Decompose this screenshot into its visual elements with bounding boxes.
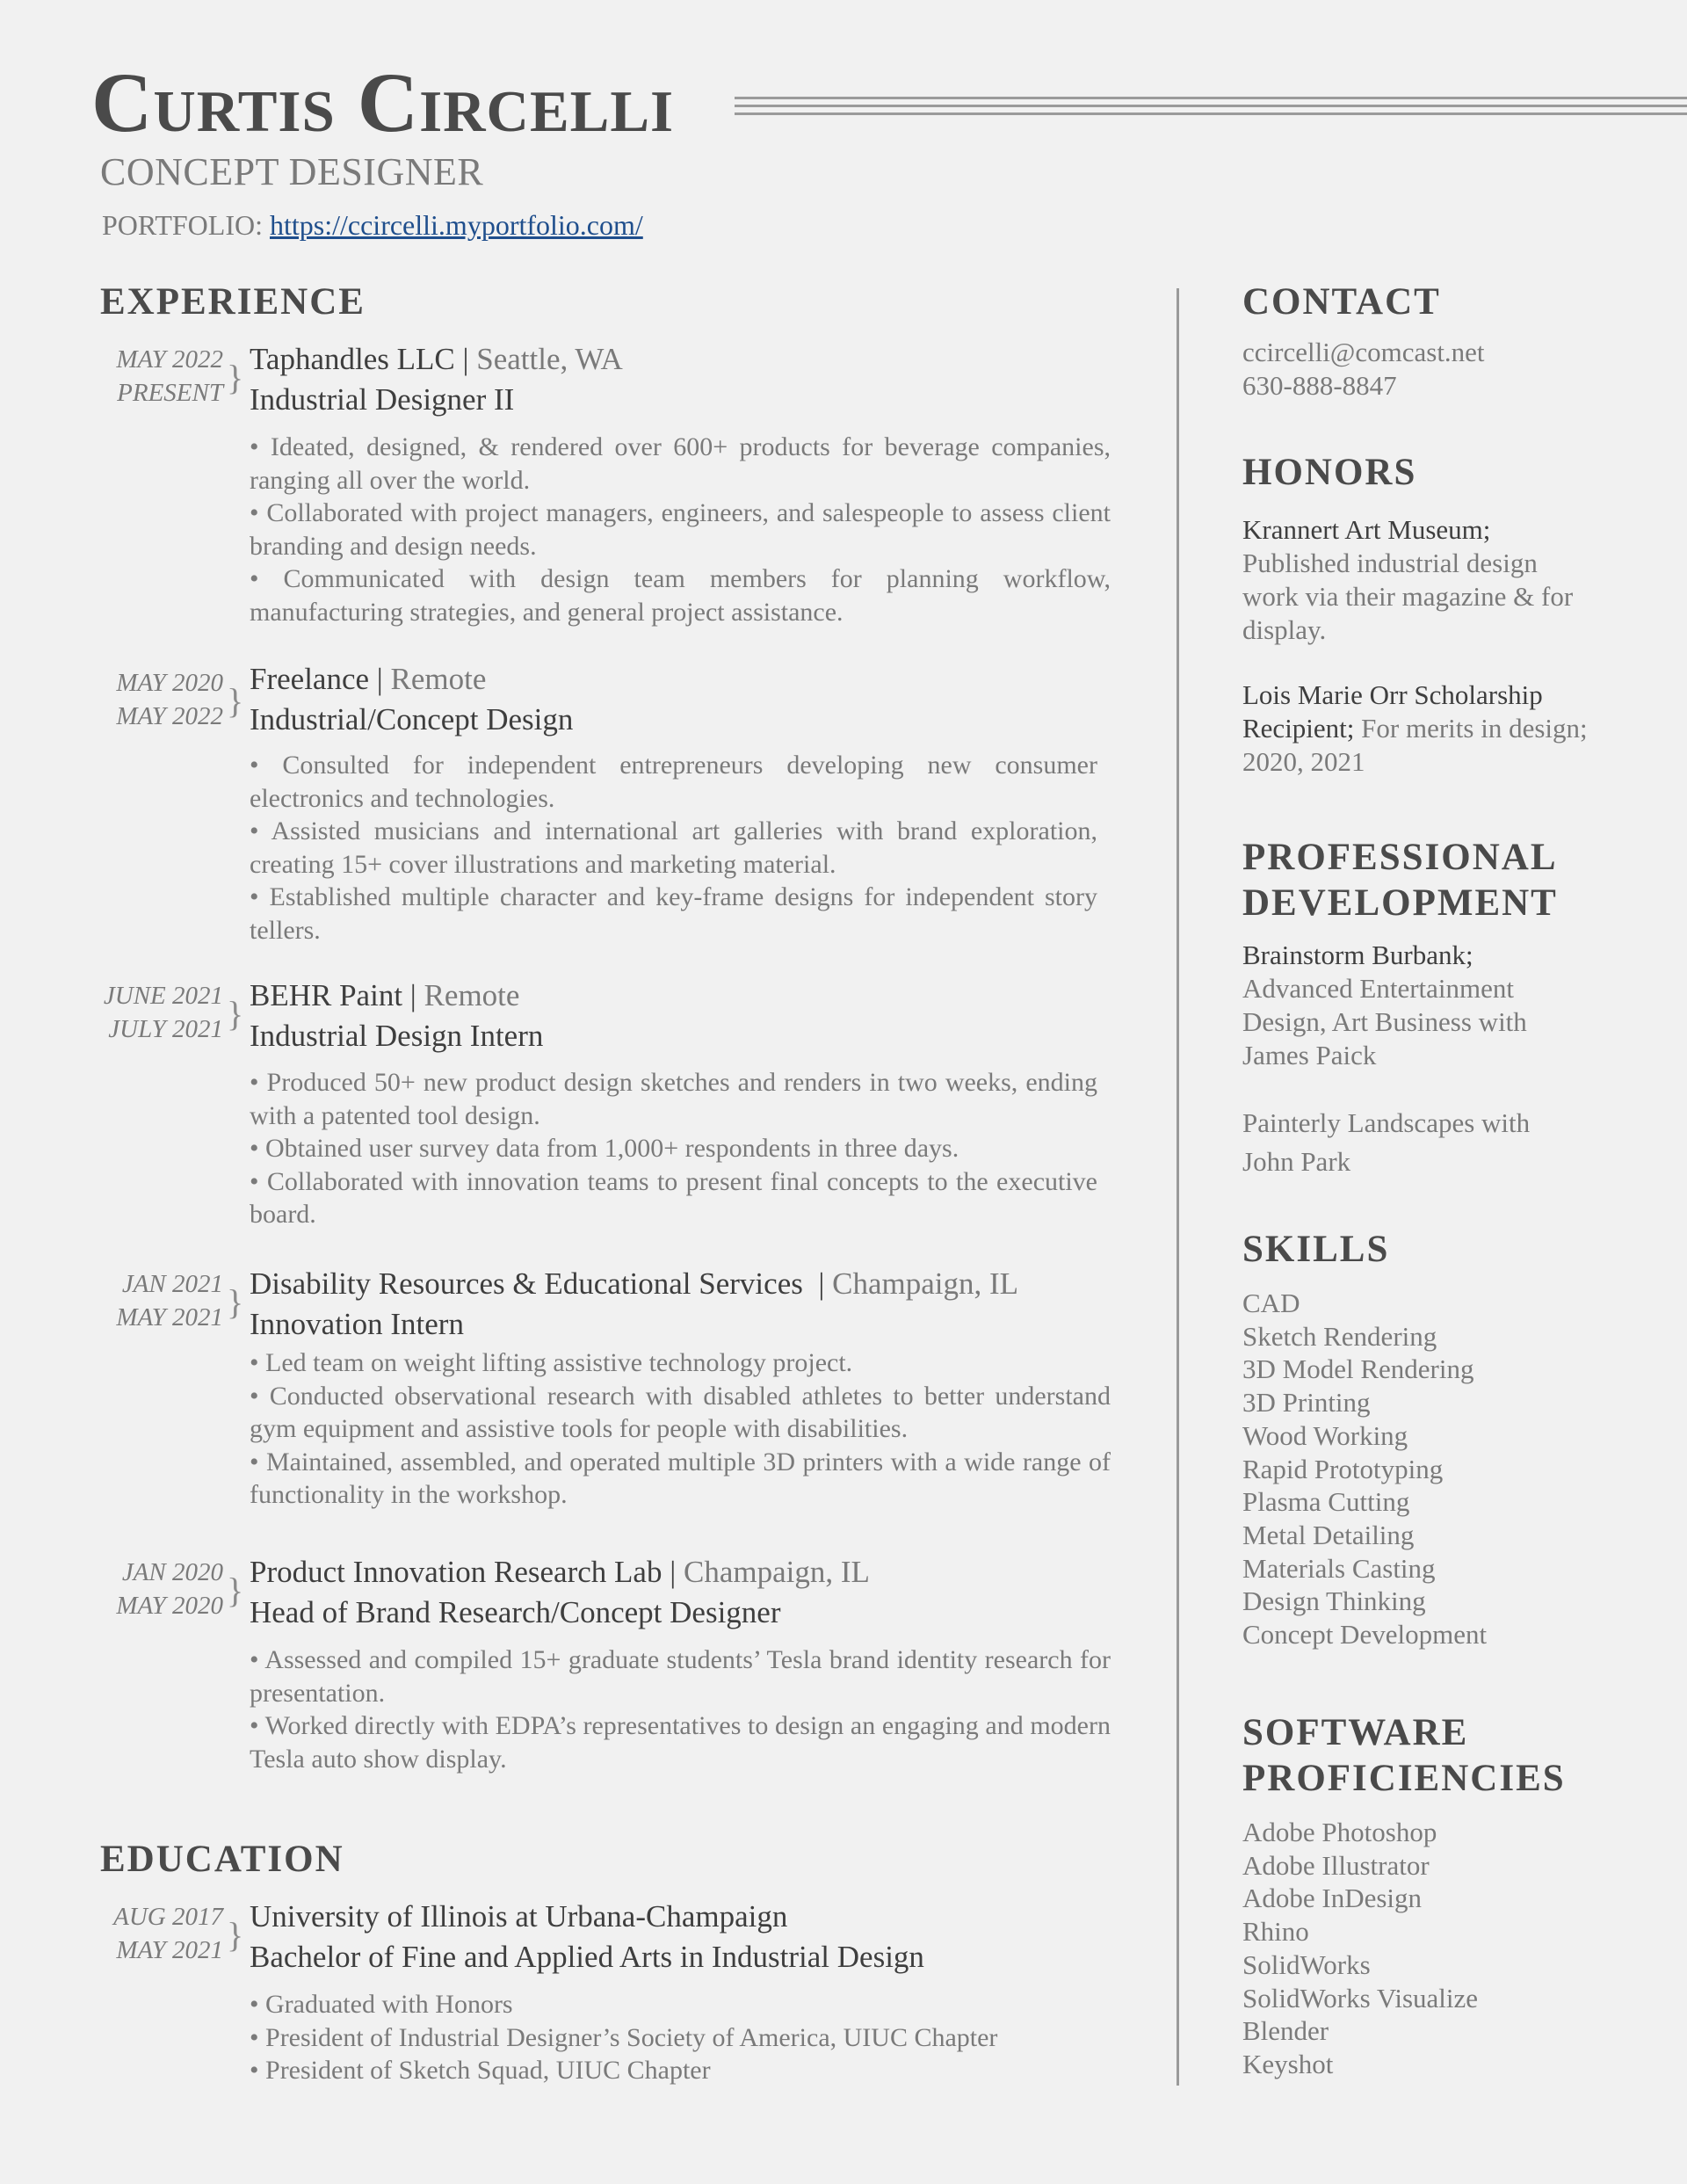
- list-item: Keyshot: [1242, 2048, 1334, 2079]
- honor-title: Krannert Art Museum;: [1242, 514, 1491, 545]
- bullet-item: • Maintained, assembled, and operated multiple 3D printers with a wide range of functionality in the workshop.: [250, 1447, 1111, 1509]
- bullet-item: • Communicated with design team members for planning workflow, manufacturing strategies, and general project assistance.: [250, 564, 1111, 627]
- contact-phone: 630-888-8847: [1242, 370, 1397, 401]
- job-dates: MAY 2022 PRESENT: [116, 345, 223, 407]
- bullet-item: • Assessed and compiled 15+ graduate students’ Tesla brand identity research for presentation.: [250, 1645, 1111, 1708]
- list-item: Rapid Prototyping: [1242, 1453, 1444, 1484]
- bullet-item: • Collaborated with innovation teams to present final concepts to the executive board.: [250, 1166, 1097, 1229]
- date-brace: }: [227, 1915, 244, 1955]
- education-dates: AUG 2017 MAY 2021: [113, 1903, 223, 1964]
- bullet-item: • Collaborated with project managers, engineers, and salespeople to assess client branding and design needs.: [250, 498, 1111, 561]
- list-item: Wood Working: [1242, 1419, 1408, 1451]
- pd-item: Painterly Landscapes with John Park: [1242, 1107, 1531, 1177]
- job-dates: JAN 2020 MAY 2020: [116, 1558, 223, 1620]
- list-item: Adobe Illustrator: [1242, 1849, 1430, 1881]
- education-heading: EDUCATION: [100, 1839, 344, 1880]
- list-item: Sketch Rendering: [1242, 1320, 1437, 1352]
- job-location: Remote: [390, 662, 487, 696]
- list-item: Blender: [1242, 2015, 1329, 2047]
- education-degree: Bachelor of Fine and Applied Arts in Industrial Design: [250, 1940, 924, 1974]
- bullet-item: • Obtained user survey data from 1,000+ respondents in three days.: [250, 1134, 959, 1163]
- date-brace: }: [227, 681, 244, 721]
- list-item: 3D Model Rendering: [1242, 1353, 1474, 1385]
- job-role: Industrial/Concept Design: [250, 702, 574, 736]
- list-item: 3D Printing: [1242, 1387, 1371, 1419]
- resume-name: Curtis Circelli: [91, 55, 675, 149]
- job-company-line: Freelance | Remote: [250, 662, 487, 696]
- software-heading: SOFTWARE PROFICIENCIES: [1242, 1712, 1566, 1799]
- date-brace: }: [227, 994, 244, 1034]
- job-company: Disability Resources & Educational Services: [250, 1266, 803, 1301]
- job-bullets: [250, 1346, 1111, 1512]
- date-brace: }: [227, 1282, 244, 1322]
- job-dates: JAN 2021 MAY 2021: [116, 1270, 223, 1331]
- list-item: Design Thinking: [1242, 1585, 1426, 1617]
- job-role: Industrial Designer II: [250, 382, 515, 417]
- list-item: Materials Casting: [1242, 1552, 1436, 1584]
- list-item: Adobe InDesign: [1242, 1883, 1423, 1914]
- job-company: Taphandles LLC: [250, 342, 455, 376]
- education-school: University of Illinois at Urbana-Champaign: [250, 1899, 788, 1934]
- job-location: Champaign, IL: [832, 1266, 1019, 1301]
- date-brace: }: [227, 1571, 244, 1610]
- honors-heading: HONORS: [1242, 452, 1417, 493]
- job-location: Remote: [424, 978, 520, 1012]
- job-role: Innovation Intern: [250, 1307, 464, 1341]
- pd-detail: Advanced Entertainment Design, Art Business with James Paick: [1242, 973, 1527, 1070]
- job-bullets: [250, 749, 1097, 947]
- bullet-item: • Produced 50+ new product design sketches and renders in two weeks, ending with a patented tool design.: [250, 1068, 1097, 1130]
- job-bullets: [250, 431, 1111, 628]
- honor-title: Lois Marie Orr Scholarship Recipient;: [1242, 679, 1543, 744]
- job-title: CONCEPT DESIGNER: [100, 150, 484, 193]
- list-item: Metal Detailing: [1242, 1519, 1415, 1550]
- job-company-line: Disability Resources & Educational Services | Champaign, IL: [250, 1266, 1019, 1301]
- job-company-line: Product Innovation Research Lab | Champaign, IL: [250, 1555, 870, 1589]
- job-location: Seattle, WA: [476, 342, 623, 376]
- job-location: Champaign, IL: [683, 1555, 870, 1589]
- contact-heading: CONTACT: [1242, 281, 1441, 323]
- bullet-item: • Ideated, designed, & rendered over 600+ products for beverage companies, ranging all over the world.: [250, 432, 1111, 495]
- job-role: Head of Brand Research/Concept Designer: [250, 1595, 781, 1629]
- bullet-item: • Assisted musicians and international art galleries with brand exploration, creating 15+ cover illustrations and marketing material.: [250, 816, 1097, 879]
- contact-email[interactable]: ccircelli@comcast.net: [1242, 337, 1485, 367]
- job-bullets: [250, 1066, 1097, 1231]
- job-company: BEHR Paint: [250, 978, 403, 1012]
- list-item: Adobe Photoshop: [1242, 1817, 1437, 1847]
- list-item: Plasma Cutting: [1242, 1486, 1410, 1518]
- header-rules: [735, 97, 1687, 120]
- list-item: SolidWorks Visualize: [1242, 1982, 1479, 2013]
- job-company-line: Taphandles LLC | Seattle, WA: [250, 342, 623, 376]
- job-role: Industrial Design Intern: [250, 1019, 544, 1053]
- skills-heading: SKILLS: [1242, 1229, 1390, 1270]
- honor-detail: Published industrial design work via their magazine & for display.: [1242, 548, 1574, 645]
- portfolio-line: [102, 207, 643, 243]
- bullet-item: • Led team on weight lifting assistive technology project.: [250, 1348, 853, 1377]
- bullet-item: • Graduated with Honors: [250, 1990, 513, 2019]
- job-dates: JUNE 2021 JULY 2021: [103, 982, 223, 1043]
- list-item: Concept Development: [1242, 1619, 1488, 1651]
- pd-item: [1242, 939, 1585, 1072]
- portfolio-label: PORTFOLIO:: [102, 209, 263, 241]
- experience-heading: EXPERIENCE: [100, 281, 366, 323]
- job-company-line: BEHR Paint | Remote: [250, 978, 520, 1012]
- list-item: Rhino: [1242, 1916, 1309, 1948]
- software-list: [1242, 1816, 1655, 2081]
- pd-title: Brainstorm Burbank;: [1242, 940, 1473, 970]
- date-brace: }: [227, 358, 244, 397]
- bullet-item: • Worked directly with EDPA’s representatives to design an engaging and modern Tesla auto show display.: [250, 1711, 1111, 1774]
- job-company: Product Innovation Research Lab: [250, 1555, 662, 1589]
- job-bullets: [250, 1643, 1111, 1775]
- skills-list: [1242, 1287, 1655, 1651]
- bullet-item: • President of Industrial Designer’s Society of America, UIUC Chapter: [250, 2022, 998, 2052]
- education-bullets: [250, 1988, 1111, 2087]
- bullet-item: • President of Sketch Squad, UIUC Chapter: [250, 2056, 711, 2085]
- honor-detail: For merits in design; 2020, 2021: [1242, 713, 1588, 777]
- bullet-item: • Consulted for independent entrepreneurs developing new consumer electronics and technologies.: [250, 751, 1097, 813]
- contact-block: [1242, 336, 1655, 403]
- list-item: SolidWorks: [1242, 1948, 1371, 1980]
- portfolio-link[interactable]: https://ccircelli.myportfolio.com/: [269, 209, 643, 241]
- honor-item: [1242, 513, 1594, 647]
- list-item: CAD: [1242, 1288, 1300, 1318]
- honor-item: [1242, 678, 1594, 779]
- job-company: Freelance: [250, 662, 370, 696]
- bullet-item: • Established multiple character and key-frame designs for independent story tellers.: [250, 882, 1097, 945]
- job-dates: MAY 2020 MAY 2022: [116, 669, 223, 730]
- professional-development-heading: PROFESSIONAL DEVELOPMENT: [1242, 837, 1558, 924]
- bullet-item: • Conducted observational research with disabled athletes to better understand gym equipment and assistive tools for people with disabilities.: [250, 1381, 1111, 1443]
- column-divider: [1177, 288, 1179, 2086]
